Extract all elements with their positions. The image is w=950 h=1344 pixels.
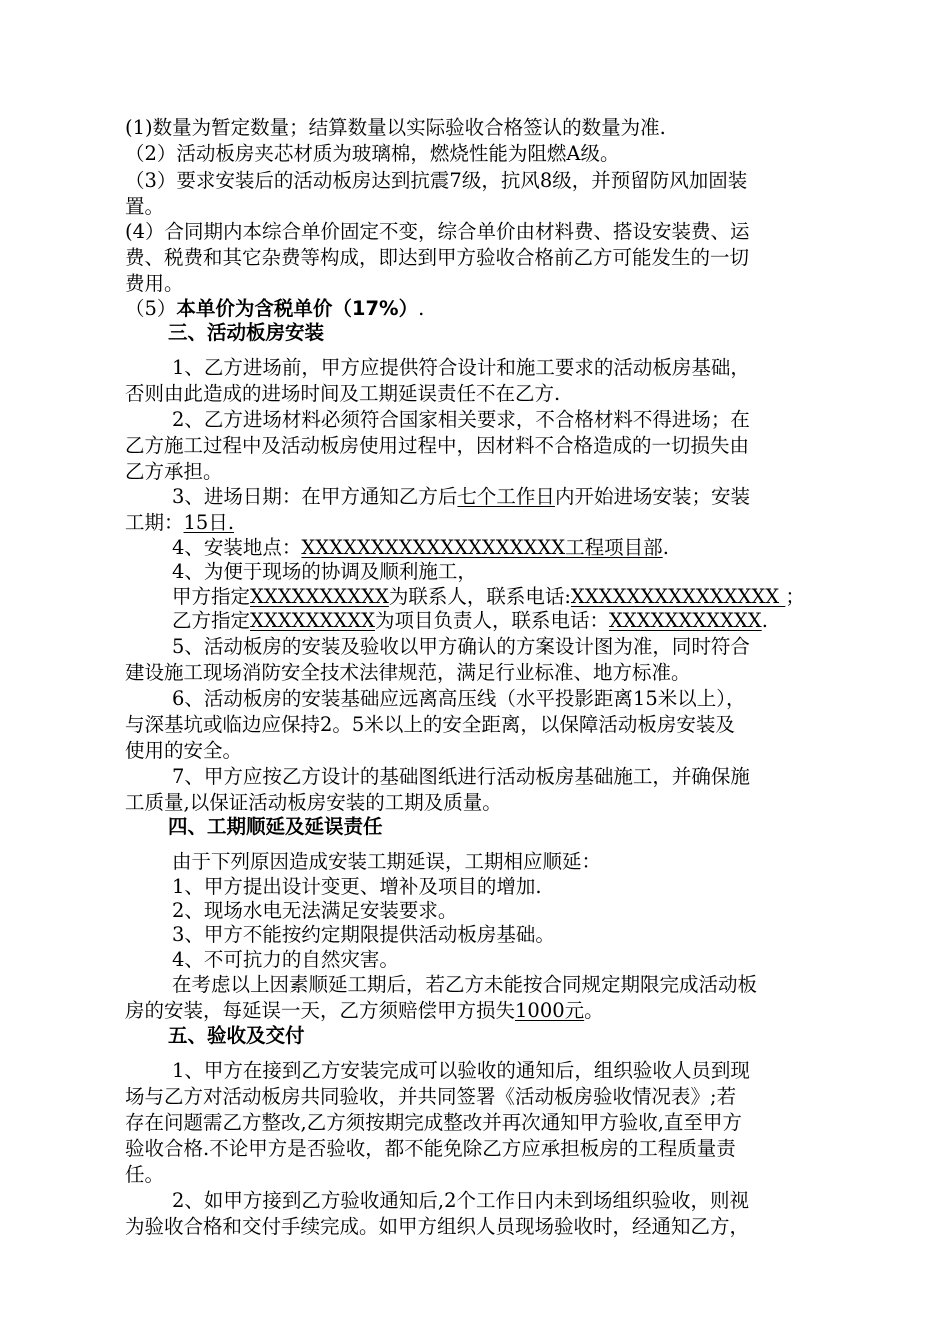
section-3-heading: 三、活动板房安装 [168, 321, 325, 344]
party-b-phone-label: 为项目负责人，联系电话： [374, 609, 609, 632]
s3-p7-line-1: 7、甲方应按乙方设计的基础图纸进行活动板房基础施工，并确保施 [172, 765, 750, 788]
note-3-line-1: （3）要求安装后的活动板房达到抗震7级，抗风8级，并预留防风加固装 [125, 169, 748, 192]
note-5-bold: 本单价为含税单价（17%） [176, 297, 419, 320]
s3-p3-period-label: 工期： [125, 511, 184, 534]
note-3-line-2: 置。 [125, 195, 165, 218]
s3-p4-party-a-contact [172, 584, 805, 610]
s4-penalty-line-2 [125, 998, 604, 1024]
s5-p2-line-1: 2、如甲方接到乙方验收通知后,2个工作日内未到场组织验收，则视 [172, 1189, 750, 1212]
note-5-suffix: . [418, 297, 425, 320]
party-a-label: 甲方指定 [172, 585, 251, 608]
s3-p3-text: 3、进场日期：在甲方通知乙方后 [172, 485, 458, 508]
s4-intro: 由于下列原因造成安装工期延误，工期相应顺延： [172, 850, 602, 873]
s5-p2-line-2: 为验收合格和交付手续完成。如甲方组织人员现场验收时，经通知乙方， [125, 1215, 750, 1238]
note-5 [125, 296, 424, 322]
s3-p2-line-1: 2、乙方进场材料必须符合国家相关要求，不合格材料不得进场；在 [172, 408, 750, 431]
s3-p4-location-label: 4、安装地点： [172, 536, 302, 559]
s3-p4-location-value: XXXXXXXXXXXXXXXXXXX工程项目部 [301, 536, 663, 559]
s5-p1-line-3: 存在问题需乙方整改,乙方须按期完成整改并再次通知甲方验收,直至甲方 [125, 1111, 742, 1134]
s4-item-4: 4、不可抗力的自然灾害。 [172, 948, 399, 971]
party-b-end: . [761, 609, 768, 632]
s3-p2-line-3: 乙方承担。 [125, 460, 223, 483]
s4-penalty-amount: 1000元 [515, 999, 585, 1022]
s4-item-3: 3、甲方不能按约定期限提供活动板房基础。 [172, 923, 555, 946]
party-a-contact-name: XXXXXXXXXX [250, 585, 389, 608]
s3-p3-line-1 [172, 484, 750, 510]
s5-p1-line-1: 1、甲方在接到乙方安装完成可以验收的通知后，组织验收人员到现 [172, 1059, 750, 1082]
party-b-manager-name: XXXXXXXXX [250, 609, 375, 632]
s4-penalty-line-1: 在考虑以上因素顺延工期后，若乙方未能按合同规定期限完成活动板 [172, 973, 758, 996]
party-b-label: 乙方指定 [172, 609, 251, 632]
s4-item-1: 1、甲方提出设计变更、增补及项目的增加. [172, 875, 542, 898]
s3-p6-line-3: 使用的安全。 [125, 739, 243, 762]
note-4-line-1: (4）合同期内本综合单价固定不变，综合单价由材料费、搭设安装费、运 [125, 220, 750, 243]
note-4-line-2: 费、税费和其它杂费等构成，即达到甲方验收合格前乙方可能发生的一切 [125, 246, 750, 269]
s3-p3-line-2 [125, 510, 234, 536]
section-4-heading: 四、工期顺延及延误责任 [168, 815, 383, 838]
note-5-prefix: （5） [125, 297, 177, 320]
s3-p3-workdays: 七个工作日 [457, 485, 555, 508]
party-a-phone-label: 为联系人，联系电话: [388, 585, 571, 608]
party-a-end: ； [785, 585, 805, 608]
s3-p5-line-1: 5、活动板房的安装及验收以甲方确认的方案设计图为准，同时符合 [172, 635, 750, 658]
s3-p6-line-2: 与深基坑或临边应保持2。5米以上的安全距离，以保障活动板房安装及 [125, 713, 735, 736]
party-a-phone: XXXXXXXXXXXXXXX [570, 585, 786, 608]
s3-p4-location-end: . [662, 536, 669, 559]
s3-p7-line-2: 工质量,以保证活动板房安装的工期及质量。 [125, 791, 502, 814]
section-5-heading: 五、验收及交付 [168, 1024, 305, 1047]
s3-p1-line-2: 否则由此造成的进场时间及工期延误责任不在乙方. [125, 382, 561, 405]
s5-p1-line-2: 场与乙方对活动板房共同验收，并共同签署《活动板房验收情况表》;若 [125, 1085, 737, 1108]
s3-p2-line-2: 乙方施工过程中及活动板房使用过程中，因材料不合格造成的一切损失由 [125, 434, 750, 457]
s3-p3-text-end: 内开始进场安装；安装 [554, 485, 750, 508]
note-2: （2）活动板房夹芯材质为玻璃棉，燃烧性能为阻燃A级。 [125, 142, 620, 165]
s3-p4-location [172, 535, 669, 561]
s3-p4-coordination: 4、为便于现场的协调及顺利施工， [172, 560, 477, 583]
s5-p1-line-4: 验收合格.不论甲方是否验收，都不能免除乙方应承担板房的工程质量责 [125, 1137, 736, 1160]
s4-penalty-end: 。 [584, 999, 604, 1022]
s4-item-2: 2、现场水电无法满足安装要求。 [172, 899, 458, 922]
s3-p5-line-2: 建设施工现场消防安全技术法律规范，满足行业标准、地方标准。 [125, 661, 691, 684]
s3-p3-period-value: 15日. [183, 511, 235, 534]
s4-penalty-text: 房的安装，每延误一天，乙方须赔偿甲方损失 [125, 999, 516, 1022]
s3-p1-line-1: 1、乙方进场前，甲方应提供符合设计和施工要求的活动板房基础， [172, 356, 750, 379]
note-4-line-3: 费用。 [125, 272, 184, 295]
party-b-phone: XXXXXXXXXXX [608, 609, 762, 632]
s3-p6-line-1: 6、活动板房的安装基础应远离高压线（水平投影距离15米以上）， [172, 687, 746, 710]
note-1: (1)数量为暂定数量；结算数量以实际验收合格签认的数量为准. [125, 116, 666, 139]
s5-p1-line-5: 任。 [125, 1163, 165, 1186]
s3-p4-party-b-contact [172, 608, 768, 634]
